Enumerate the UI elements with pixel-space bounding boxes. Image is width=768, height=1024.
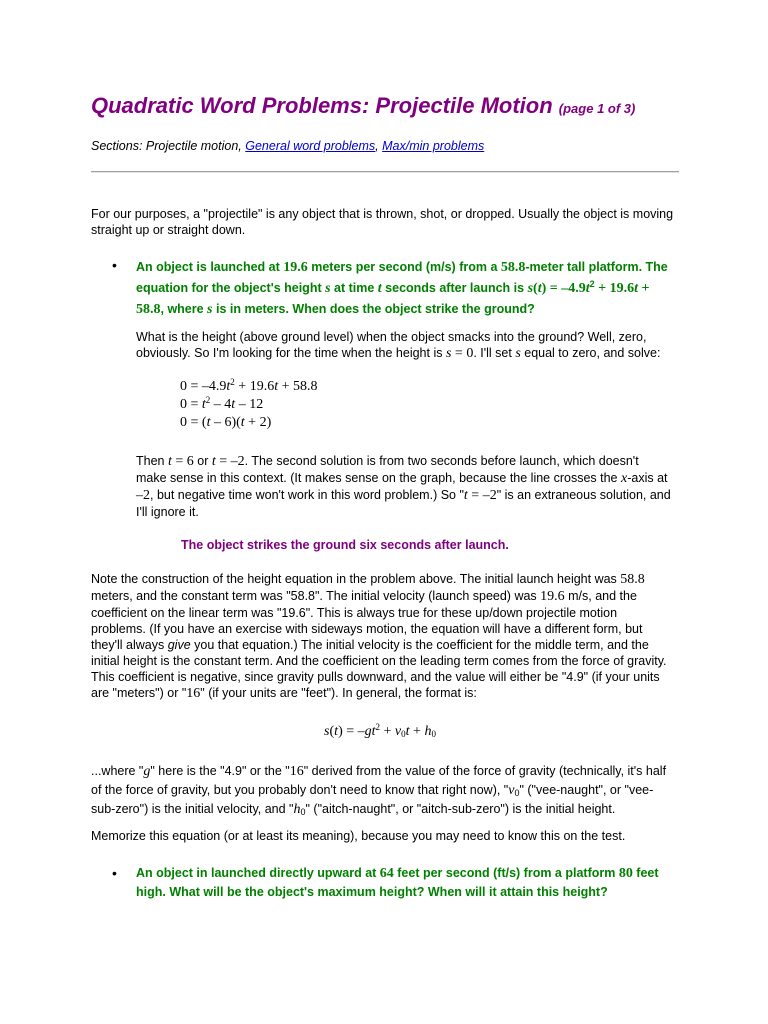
link-max-min-problems[interactable]: Max/min problems: [382, 139, 485, 153]
variable: g: [143, 764, 151, 779]
sections-nav: [91, 138, 731, 154]
text: make sense in this context. (It makes sense on the graph, because the line crosses the: [136, 471, 621, 485]
variable: h: [424, 724, 432, 739]
variable: t: [585, 281, 590, 296]
text: equation for the object's height: [136, 281, 326, 295]
explanation-1: [136, 329, 676, 362]
subscript: 0: [300, 807, 306, 817]
symbol: +: [638, 281, 650, 296]
problem-1-line: [136, 257, 676, 278]
value: 64: [379, 866, 394, 881]
exponent: 2: [375, 722, 381, 732]
symbol: +: [380, 724, 395, 739]
text: , where: [160, 302, 208, 316]
explanation-line: What is the height (above ground level) when the object smacks into the ground? Well, zero,: [136, 330, 647, 344]
value: 58.8: [500, 260, 526, 275]
text: equal to zero, and solve:: [520, 346, 661, 360]
text: feet: [632, 866, 659, 880]
variable: t: [537, 281, 542, 296]
problem-2-line: [136, 864, 676, 883]
text: of the force of gravity, but you probably don't need to know that right now), ": [91, 783, 509, 797]
problem-2: [136, 864, 676, 901]
text: " here is the "4.9" or the ": [150, 764, 290, 778]
note-line: [91, 637, 677, 653]
value: 16: [186, 686, 201, 701]
explanation-line: I'll ignore it.: [136, 505, 199, 519]
text: meters, and the constant term was "58.8". The initial velocity (launch speed) was: [91, 589, 541, 603]
symbol: – 4: [210, 397, 232, 412]
where-paragraph: [91, 762, 677, 819]
note-line: [91, 571, 677, 588]
text: -axis at: [627, 471, 668, 485]
explanation-line: [136, 453, 676, 470]
variable: s: [445, 346, 452, 361]
text: m/s, and the: [564, 589, 637, 603]
text: , but negative time won't work in this word problem.) So ": [150, 488, 464, 502]
general-formula: [300, 724, 460, 740]
value: 58.8: [136, 302, 161, 317]
sections-prefix: Sections: Projectile motion,: [91, 139, 246, 153]
note-paragraph: [91, 571, 677, 702]
note-line: [91, 588, 677, 605]
variable: t: [334, 724, 339, 739]
symbol: –2: [136, 488, 150, 503]
note-line: initial height is the constant term. And the coefficient on the leading term comes from the force of gravity.: [91, 654, 667, 668]
symbol: 0 = (: [180, 415, 207, 430]
bullet-icon: •: [112, 865, 117, 881]
text: " derived from the value of the force of gravity (technically, it's half: [303, 764, 667, 778]
problem-1-line: [136, 278, 676, 299]
text: you that equation.) The initial velocity is the coefficient for the middle term, and the: [190, 638, 649, 652]
variable: t: [405, 724, 410, 739]
symbol: (: [533, 281, 538, 296]
explanation-line: [136, 487, 676, 504]
text: or: [193, 454, 212, 468]
text: An object is launched at: [136, 260, 284, 274]
symbol: ) = –4.9: [541, 281, 586, 296]
text: they'll always: [91, 638, 168, 652]
variable: t: [206, 415, 211, 430]
text: -meter tall platform. The: [525, 260, 668, 274]
variable: t: [231, 397, 236, 412]
variable: v: [394, 724, 402, 739]
text: " is an extraneous solution, and: [496, 488, 671, 502]
note-line: [91, 685, 677, 702]
variable: h: [293, 802, 301, 817]
variable: gt: [364, 724, 376, 739]
variable: t: [167, 454, 172, 469]
where-line: [91, 781, 677, 800]
subscript: 0: [514, 788, 520, 798]
equation-step-2: [180, 397, 263, 413]
text: An object in launched directly upward at: [136, 866, 380, 880]
text: feet per second (ft/s) from a platform: [393, 866, 619, 880]
variable: s: [325, 281, 331, 296]
where-line: [91, 762, 677, 781]
horizontal-divider: [91, 171, 679, 173]
intro-line: straight up or straight down.: [91, 223, 246, 237]
page-title: [91, 92, 731, 123]
variable: t: [274, 379, 279, 394]
sections-separator: ,: [375, 139, 383, 153]
subscript: 0: [401, 729, 406, 739]
symbol: ) = –: [338, 724, 365, 739]
page-indicator: (page 1 of 3): [558, 101, 636, 116]
symbol: = –2: [215, 454, 245, 469]
text: sub-zero") is the initial velocity, and ": [91, 802, 294, 816]
text: " ("vee-naught", or "vee-: [519, 783, 654, 797]
exponent: 2: [230, 377, 235, 387]
symbol: = –2: [467, 488, 497, 503]
variable: t: [211, 454, 216, 469]
variable: t: [634, 281, 639, 296]
emphasis: give: [167, 638, 191, 652]
text: . The second solution is from two seconds before launch, which doesn't: [244, 454, 639, 468]
symbol: + 2): [244, 415, 272, 430]
title-text: Quadratic Word Problems: Projectile Motion: [91, 93, 553, 118]
text: " (if your units are "feet"). In general, the format is:: [200, 686, 477, 700]
symbol: – 6)(: [210, 415, 241, 430]
symbol: + 58.8: [278, 379, 318, 394]
text: obviously. So I'm looking for the time when the height is: [136, 346, 446, 360]
variable: t: [201, 397, 206, 412]
variable: t: [463, 488, 468, 503]
variable: t: [377, 281, 382, 296]
explanation-line: [136, 345, 676, 362]
value: 19.6: [540, 589, 565, 604]
exponent: 2: [205, 395, 211, 405]
symbol: = 0: [451, 346, 474, 361]
symbol: (: [329, 724, 335, 739]
note-line: coefficient on the linear term was "19.6". This is always true for these up/down projectile motion: [91, 606, 618, 620]
text: Then: [136, 454, 168, 468]
text: is in meters. When does the object strike the ground?: [212, 302, 535, 316]
variable: s: [324, 724, 330, 739]
equation-step-3: [180, 415, 271, 431]
symbol: – 12: [235, 397, 264, 412]
text: are "meters") or ": [91, 686, 187, 700]
text: at time: [330, 281, 378, 295]
variable: x: [621, 471, 628, 486]
note-line: This coefficient is negative, since gravity pulls downward, and the value will either be "4.9" (if your units: [91, 670, 660, 684]
value: 16: [289, 764, 304, 779]
variable: t: [240, 415, 245, 430]
symbol: + 19.6: [234, 379, 275, 394]
text: . I'll set: [473, 346, 516, 360]
text: Note the construction of the height equation in the problem above. The initial launch height was: [91, 572, 621, 586]
subscript: 0: [431, 729, 436, 739]
symbol: 0 = –4.9: [180, 379, 227, 394]
link-general-word-problems[interactable]: General word problems: [245, 139, 376, 153]
symbol: = 6: [171, 454, 194, 469]
value: 19.6: [283, 260, 308, 275]
symbol: + 19.6: [594, 281, 635, 296]
where-line: [91, 800, 677, 819]
exponent: 2: [589, 279, 595, 289]
symbol: +: [409, 724, 425, 739]
problem-1: [136, 257, 676, 320]
memorize-paragraph: Memorize this equation (or at least its meaning), because you may need to know this on the test.: [91, 829, 626, 843]
variable: t: [226, 379, 231, 394]
variable: v: [508, 783, 515, 798]
value: 58.8: [620, 572, 645, 587]
explanation-2: [136, 453, 676, 520]
answer-1: The object strikes the ground six seconds after launch.: [181, 538, 509, 552]
variable: s: [515, 346, 521, 361]
intro-paragraph: [91, 206, 677, 238]
text: seconds after launch is: [381, 281, 528, 295]
problem-2-line: high. What will be the object's maximum height? When will it attain this height?: [136, 885, 608, 899]
note-line: problems. (If you have an exercise with sideways motion, the equation will have a different form, but: [91, 622, 643, 636]
variable: s: [527, 281, 534, 296]
equation-step-1: [180, 379, 318, 395]
text: " ("aitch-naught", or "aitch-sub-zero") is the initial height.: [305, 802, 616, 816]
explanation-line: [136, 470, 676, 487]
value: 80: [618, 866, 633, 881]
intro-line: For our purposes, a "projectile" is any object that is thrown, shot, or dropped. Usually the object is moving: [91, 207, 674, 221]
problem-1-line: [136, 299, 676, 320]
text: ...where ": [91, 764, 144, 778]
text: meters per second (m/s) from a: [307, 260, 501, 274]
symbol: 0 =: [180, 397, 202, 412]
bullet-icon: •: [112, 257, 117, 273]
variable: s: [207, 302, 213, 317]
